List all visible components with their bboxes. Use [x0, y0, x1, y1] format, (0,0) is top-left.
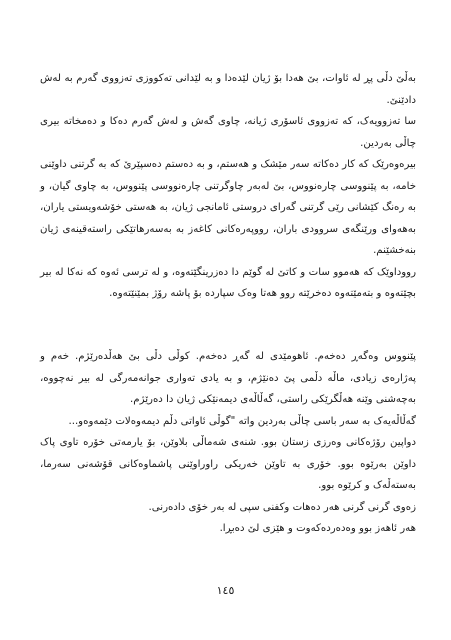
paragraph: پێنووس وەگەڕ دەخەم. ئاهومێدی لە گەڕ دەخەم. کوڵی دڵی بێ هەڵدەرێژم. خەم و پەژارەی زیادی، ماڵە دڵمی پێ دەنێژم، و بە یادی تەواری جوانەمەرگی لە بیر نەچووە، بەچەشنی وێنە هەڵگرێکی راستی، گەڵاڵەی دیمەنێکی ژیان دا دەرێژم. — [40, 351, 416, 405]
paragraph: دواپین رۆژەکانی وەرزی زستان بوو. شنەی شەماڵی بلاوێن، بۆ یارمەتی خۆرە تاوی پاک داوێن بەرێوە بوو. خۆری بە تاوێن خەریکی راوراوێنی پاشماوەکانی قۆشەنی سەرما، بەستەڵەک و کرێوە بوو. — [40, 437, 416, 491]
paragraph: بیرەوەرێک کە کار دەکاتە سەر مێشک و هەستم، و بە دەستم دەسپێرێ کە بە گرتنی داوێنی خامە، بە پێنووسی چارەنووس، بێ لەبەر چاوگرتنی چارەنووسی پێنووس، بە چاوی گیان، و بە رەنگ کێشانی رێی گرتنی گەرای دروستی ئامانجی ژیان، بە هەستی خۆشەویستی یاران، بەهەوای ورێنگەی سروودی باران، رووپەرەکانی کاغەز بە بەسەرهاتێکی راستەقینەی ژیان بنەخشێنم. — [40, 159, 416, 256]
text-block-lower — [40, 346, 416, 540]
paragraph: زەوی گرنی گرنی هەر دەهات وکفنی سپی لە بەر خۆی دادەرنی. — [148, 501, 416, 513]
paragraph: بەڵێ دڵی پڕ لە ئاوات، بێ هەدا بۆ ژیان لێدەدا و بە لێدانی تەکووزی تەزووی گەرم بە لەش دادێنێ. — [40, 73, 416, 106]
paragraph: گەڵاڵەیەک بە سەر باسی چاڵی بەردین واتە "گوڵی ئاواتی دڵم دیمەوەلات دێمەوەو... — [68, 415, 416, 427]
paragraph: سا تەزوویەک، کە تەزووی ئاسۆری ژیانە، چاوی گەش و لەش گەرم دەکا و دەمخاتە بیری چاڵی بەردین. — [40, 116, 416, 149]
paragraph: هەر ئاهەز بوو وەدەردەکەوت و هێزی لێ دەبڕا. — [219, 523, 416, 534]
paragraph: رووداوێک کە هەموو سات و کاتێ لە گوێم دا دەزرینگێتەوە، و لە ترسی ئەوە کە نەکا لە بیر بچێتەوە و بتەمێتەوە دەخرێتە روو هەتا وەک سپاردە بۆ پاشە رۆژ بمێنێتەوە. — [40, 266, 416, 299]
text-block-upper — [40, 68, 416, 305]
page-number: ١٤٥ — [216, 584, 235, 597]
